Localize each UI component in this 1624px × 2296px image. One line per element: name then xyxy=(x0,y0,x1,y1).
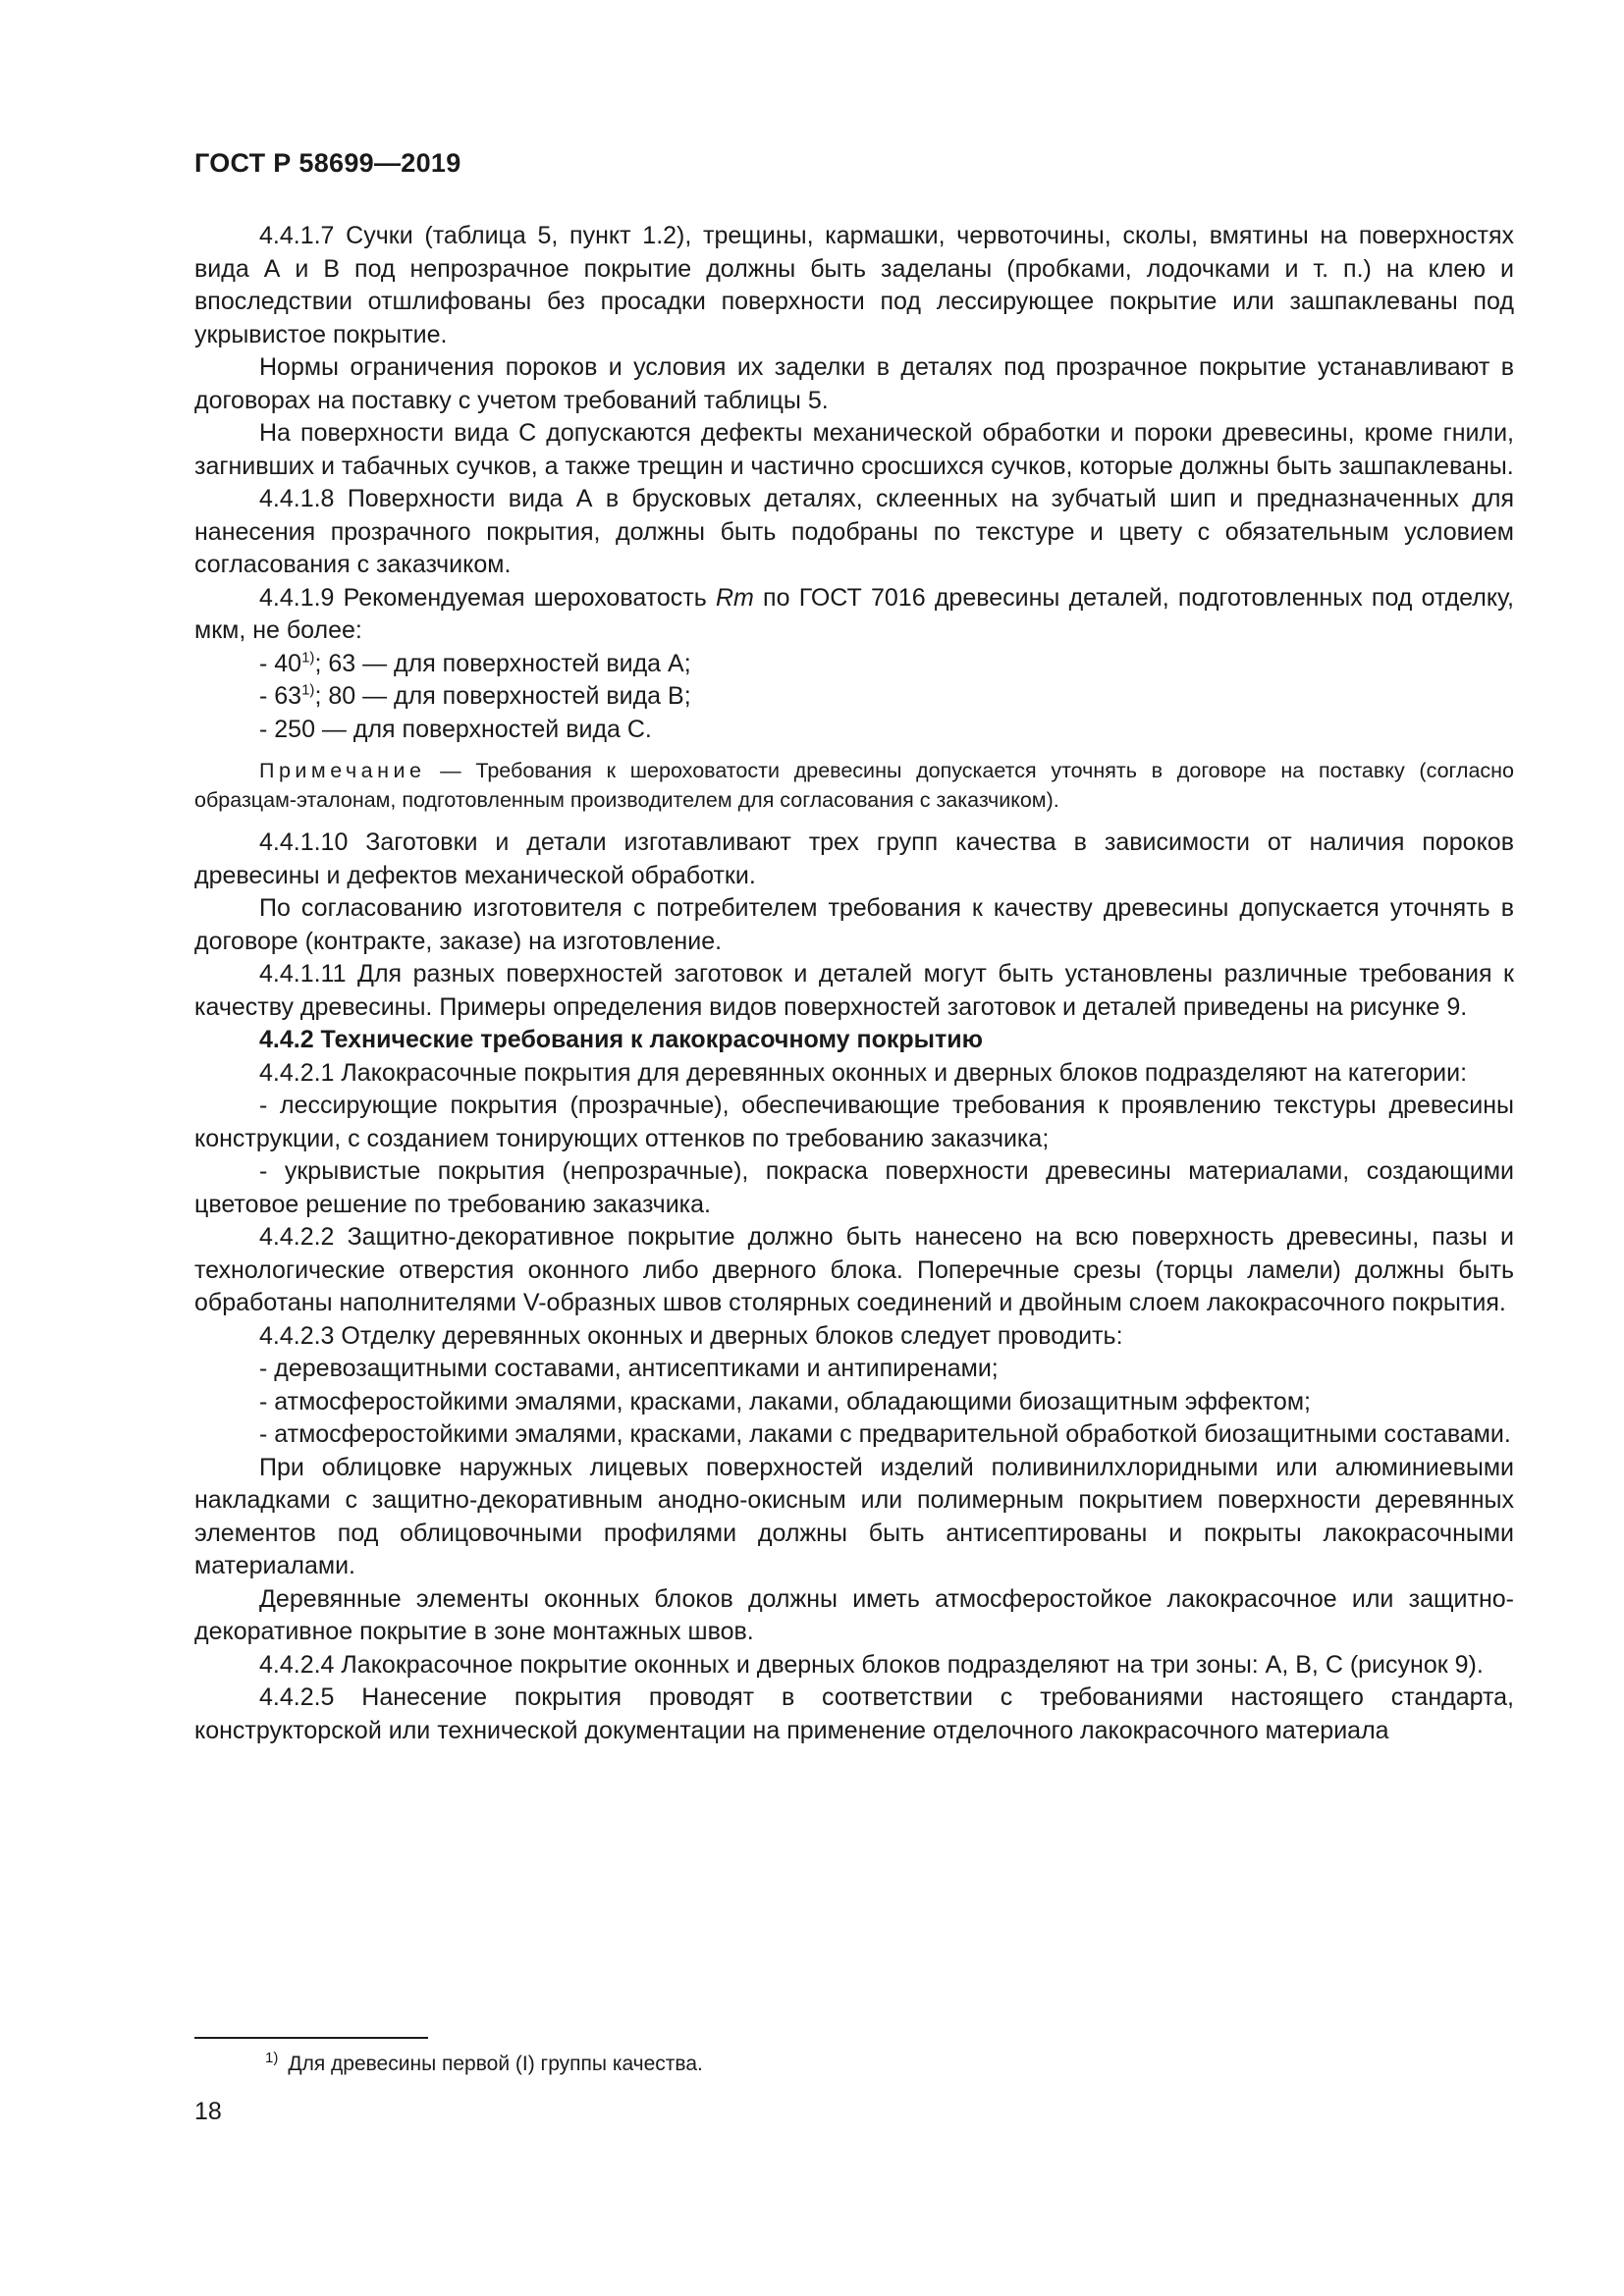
list-item: - атмосферостойкими эмалями, красками, лаками, обладающими биозащитным эффектом; xyxy=(259,1387,1311,1415)
text-run: по ГОСТ 7016 древесины деталей, подготовленных под отделку, мкм, не более: xyxy=(194,583,1514,644)
text-run: 4.4.1.9 Рекомендуемая шероховатость xyxy=(259,583,716,612)
paragraph: 4.4.2.2 Защитно-декоративное покрытие должно быть нанесено на всю поверхность древесины, пазы и технологические отверстия оконного либо дверного блока. Поперечные срезы (торцы ламели) должны быть обработаны наполнителями V-образных швов столярных соединений и двойным слоем лакокрасочного покрытия. xyxy=(194,1223,1514,1316)
text-run: - 63 xyxy=(259,682,302,710)
note-text: — Требования к шероховатости древесины допускается уточнять в договоре на поставку (согласно образцам-эталонам, подготовленным производителем для согласования с заказчиком). xyxy=(194,759,1514,812)
rm-symbol: Rm xyxy=(715,583,754,612)
list-item: - атмосферостойкими эмалями, красками, лаками с предварительной обработкой биозащитными составами. xyxy=(259,1420,1511,1448)
text-run: - 40 xyxy=(259,649,302,677)
footnote-text: Для древесины первой (I) группы качества. xyxy=(288,2053,703,2075)
paragraph: 4.4.1.11 Для разных поверхностей заготовок и деталей могут быть установлены различные требования к качеству древесины. Примеры определения видов поверхностей заготовок и деталей приведены на рисунке 9. xyxy=(194,960,1514,1021)
list-item xyxy=(194,680,1514,714)
note-label: Примечание xyxy=(259,759,426,782)
list-item: - деревозащитными составами, антисептиками и антипиренами; xyxy=(259,1355,999,1382)
text-run: ; 80 — для поверхностей вида В; xyxy=(314,682,691,710)
paragraph: 4.4.2.1 Лакокрасочные покрытия для деревянных оконных и дверных блоков подразделяют на категории: xyxy=(259,1058,1468,1087)
footnote-ref: 1) xyxy=(301,649,315,667)
paragraph: При облицовке наружных лицевых поверхностей изделий поливинилхлоридными или алюминиевыми накладками с защитно-декоративным анодно-окисным или полимерным покрытием поверхности деревянных элементов под облицовочными профилями должны быть антисептированы и покрыты лакокрасочными материалами. xyxy=(194,1453,1514,1579)
paragraph: На поверхности вида С допускаются дефекты механической обработки и пороки древесины, кроме гнили, загнивших и табачных сучков, а также трещин и частично сросшихся сучков, которые должны быть зашпаклеваны. xyxy=(194,419,1514,480)
paragraph: 4.4.1.8 Поверхности вида А в брусковых деталях, склеенных на зубчатый шип и предназначенных для нанесения прозрачного покрытия, должны быть подобраны по текстуре и цвету с обязательным условием согласования с заказчиком. xyxy=(194,485,1514,578)
note xyxy=(194,756,1514,815)
paragraph: 4.4.1.10 Заготовки и детали изготавливают трех групп качества в зависимости от наличия пороков древесины и дефектов механической обработки. xyxy=(194,828,1514,889)
paragraph: 4.4.2.4 Лакокрасочное покрытие оконных и дверных блоков подразделяют на три зоны: А, В, С (рисунок 9). xyxy=(259,1650,1484,1679)
paragraph: 4.4.1.7 Сучки (таблица 5, пункт 1.2), трещины, кармашки, червоточины, сколы, вмятины на поверхностях вида А и В под непрозрачное покрытие должны быть заделаны (пробками, лодочками и т. п.) на клею и впоследствии отшлифованы без просадки поверхности под лессирующее покрытие или зашпаклеваны под укрывистое покрытие. xyxy=(194,222,1514,348)
footnote-marker: 1) xyxy=(265,2050,279,2066)
paragraph: - укрывистые покрытия (непрозрачные), покраска поверхности древесины материалами, создающими цветовое решение по требованию заказчика. xyxy=(194,1157,1514,1218)
paragraph: По согласованию изготовителя с потребителем требования к качеству древесины допускается уточнять в договоре (контракте, заказе) на изготовление. xyxy=(194,894,1514,955)
page-number: 18 xyxy=(194,2098,222,2125)
paragraph: Нормы ограничения пороков и условия их заделки в деталях под прозрачное покрытие устанавливают в договорах на поставку с учетом требований таблицы 5. xyxy=(194,353,1514,414)
footnote xyxy=(265,2050,703,2079)
page-body xyxy=(194,220,1514,1747)
paragraph: Деревянные элементы оконных блоков должны иметь атмосферостойкое лакокрасочное или защитно-декоративное покрытие в зоне монтажных швов. xyxy=(194,1584,1514,1645)
section-heading: 4.4.2 Технические требования к лакокрасочному покрытию xyxy=(259,1026,983,1053)
document-header: ГОСТ Р 58699—2019 xyxy=(194,148,461,178)
paragraph: 4.4.2.5 Нанесение покрытия проводят в соответствии с требованиями настоящего стандарта, конструкторской или технической документации на применение отделочного лакокрасочного материала xyxy=(194,1683,1514,1744)
paragraph: 4.4.2.3 Отделку деревянных оконных и дверных блоков следует проводить: xyxy=(259,1321,1123,1350)
text-run: ; 63 — для поверхностей вида А; xyxy=(314,649,691,677)
paragraph: - лессирующие покрытия (прозрачные), обеспечивающие требования к проявлению текстуры древесины конструкции, с созданием тонирующих оттенков по требованию заказчика; xyxy=(194,1092,1514,1152)
footnote-ref: 1) xyxy=(301,681,315,699)
paragraph xyxy=(194,582,1514,648)
list-item: - 250 — для поверхностей вида С. xyxy=(259,715,652,743)
list-item xyxy=(194,648,1514,681)
footnote-divider xyxy=(194,2037,428,2039)
